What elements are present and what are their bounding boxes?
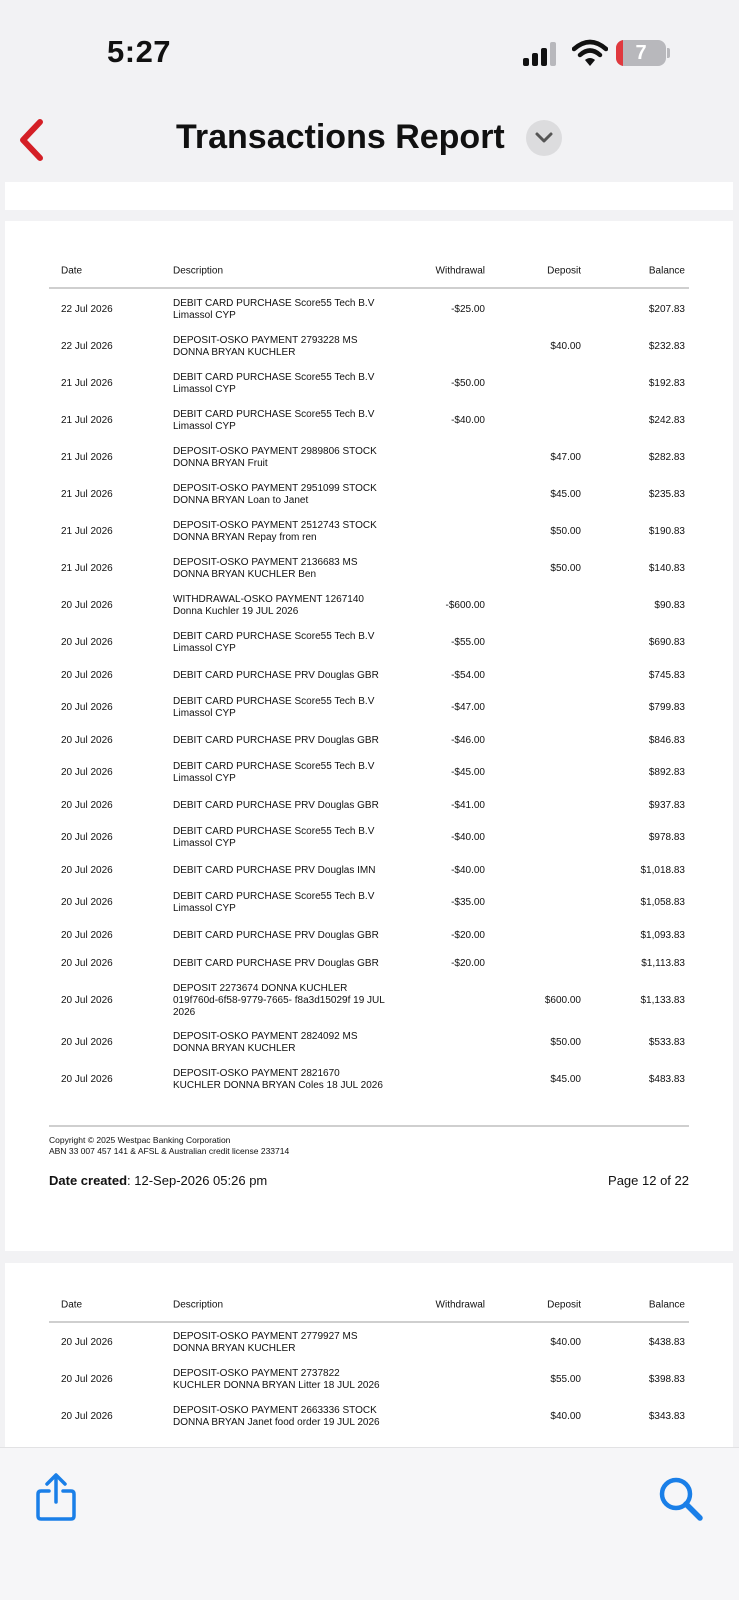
cell-deposit: $45.00 [550,489,581,500]
search-icon[interactable] [658,1476,704,1522]
cell-withdrawal: -$40.00 [451,864,485,876]
cell-deposit: $50.00 [550,563,581,574]
cell-deposit: $600.00 [544,995,581,1006]
cell-deposit: $40.00 [550,1337,581,1348]
table-row [49,477,689,513]
header-withdrawal: Withdrawal [435,1299,485,1311]
cell-description: DEBIT CARD PURCHASE Score55 Tech B.V Limassol CYP [173,696,375,719]
table-row [49,1362,689,1398]
cell-date: 20 Jul 2026 [61,995,113,1006]
status-bar [0,0,739,100]
cell-date: 22 Jul 2026 [61,304,113,315]
cellular-signal-icon [523,42,559,66]
table-row [49,922,689,949]
cell-date: 21 Jul 2026 [61,415,113,426]
battery-level: 7 [635,42,647,64]
cell-date: 20 Jul 2026 [61,864,113,876]
cell-balance: $892.83 [648,767,685,778]
cell-deposit: $45.00 [550,1074,581,1085]
cell-balance: $282.83 [648,452,685,463]
cell-withdrawal: -$50.00 [451,378,485,389]
cell-description: DEBIT CARD PURCHASE PRV Douglas GBR [173,929,379,941]
cell-description: DEBIT CARD PURCHASE Score55 Tech B.V Limassol CYP [173,826,375,849]
cell-date: 21 Jul 2026 [61,452,113,463]
cell-description: DEBIT CARD PURCHASE Score55 Tech B.V Limassol CYP [173,761,375,784]
table-row [49,950,689,977]
table-row [49,329,689,365]
title-menu-button[interactable] [526,120,562,156]
chevron-left-icon[interactable] [16,118,46,162]
cell-withdrawal: -$45.00 [451,767,485,778]
cell-balance: $1,058.83 [640,897,685,908]
cell-balance: $978.83 [648,832,685,843]
cell-description: DEBIT CARD PURCHASE PRV Douglas GBR [173,957,379,969]
cell-withdrawal: -$600.00 [445,600,485,611]
table-row [49,403,689,439]
wifi-icon [572,38,608,68]
cell-description: DEPOSIT-OSKO PAYMENT 2136683 MS DONNA BRYAN KUCHLER Ben [173,557,358,580]
cell-balance: $745.83 [648,669,685,681]
table-row [49,1062,689,1098]
header-deposit: Deposit [547,265,581,277]
footer-divider [49,1125,689,1127]
cell-withdrawal: -$40.00 [451,832,485,843]
table-row [49,1399,689,1435]
cell-balance: $398.83 [648,1374,685,1385]
cell-withdrawal: -$41.00 [451,799,485,811]
cell-date: 20 Jul 2026 [61,767,113,778]
header-date: Date [61,1299,83,1311]
cell-balance: $438.83 [648,1337,685,1348]
copyright [49,1135,289,1157]
cell-description: DEBIT CARD PURCHASE Score55 Tech B.V Limassol CYP [173,409,375,432]
cell-deposit: $40.00 [550,341,581,352]
copyright-line: Copyright © 2025 Westpac Banking Corporation [49,1135,231,1145]
cell-balance: $690.83 [648,637,685,648]
cell-description: DEPOSIT-OSKO PAYMENT 2779927 MS DONNA BRYAN KUCHLER [173,1331,358,1354]
cell-description: WITHDRAWAL-OSKO PAYMENT 1267140 Donna Kuchler 19 JUL 2026 [173,594,364,617]
header-deposit: Deposit [547,1299,581,1311]
page-number: Page 12 of 22 [608,1173,689,1188]
cell-date: 20 Jul 2026 [61,897,113,908]
cell-description: DEBIT CARD PURCHASE Score55 Tech B.V Limassol CYP [173,891,375,914]
cell-balance: $533.83 [648,1037,685,1048]
cell-balance: $937.83 [648,799,685,811]
date-created-value: : 12-Sep-2026 05:26 pm [127,1173,268,1188]
header-description: Description [173,265,224,277]
cell-date: 20 Jul 2026 [61,734,113,746]
cell-date: 20 Jul 2026 [61,957,113,969]
cell-date: 20 Jul 2026 [61,1074,113,1085]
table-row [49,727,689,754]
cell-balance: $1,113.83 [641,957,685,969]
cell-deposit: $47.00 [550,452,581,463]
table-header [49,1289,689,1323]
cell-description: DEPOSIT 2273674 DONNA KUCHLER 019f760d-6f58-9779-7665- f8a3d15029f 19 JUL 2026 [173,983,385,1018]
cell-date: 22 Jul 2026 [61,341,113,352]
cell-date: 20 Jul 2026 [61,702,113,713]
date-created [49,1173,267,1188]
header-withdrawal: Withdrawal [435,265,485,277]
cell-date: 20 Jul 2026 [61,600,113,611]
pdf-page [5,221,733,1251]
table-row [49,1025,689,1061]
cell-description: DEPOSIT-OSKO PAYMENT 2821670 KUCHLER DONNA BRYAN Coles 18 JUL 2026 [173,1068,383,1091]
table-row [49,820,689,856]
cell-date: 21 Jul 2026 [61,526,113,537]
table-row [49,514,689,550]
cell-deposit: $50.00 [550,526,581,537]
cell-date: 20 Jul 2026 [61,637,113,648]
share-icon[interactable] [35,1472,77,1522]
table-row [49,978,689,1024]
cell-withdrawal: -$54.00 [451,669,485,681]
cell-date: 20 Jul 2026 [61,832,113,843]
header-balance: Balance [648,265,685,277]
cell-description: DEBIT CARD PURCHASE PRV Douglas IMN [173,864,376,876]
cell-date: 20 Jul 2026 [61,669,113,681]
cell-description: DEPOSIT-OSKO PAYMENT 2989806 STOCK DONNA BRYAN Fruit [173,446,377,469]
cell-balance: $846.83 [648,734,685,746]
table-row [49,292,689,328]
cell-withdrawal: -$25.00 [451,304,485,315]
nav-bar [0,100,739,180]
cell-description: DEBIT CARD PURCHASE Score55 Tech B.V Limassol CYP [173,372,375,395]
cell-date: 20 Jul 2026 [61,929,113,941]
cell-withdrawal: -$40.00 [451,415,485,426]
cell-description: DEBIT CARD PURCHASE PRV Douglas GBR [173,799,379,811]
cell-withdrawal: -$46.00 [451,734,485,746]
cell-deposit: $40.00 [550,1411,581,1422]
header-balance: Balance [648,1299,685,1311]
cell-balance: $90.83 [654,600,685,611]
cell-balance: $483.83 [648,1074,685,1085]
cell-balance: $235.83 [648,489,685,500]
cell-date: 21 Jul 2026 [61,489,113,500]
cell-description: DEPOSIT-OSKO PAYMENT 2824092 MS DONNA BRYAN KUCHLER [173,1031,358,1054]
table-row [49,885,689,921]
cell-description: DEBIT CARD PURCHASE Score55 Tech B.V Limassol CYP [173,631,375,654]
table-row [49,755,689,791]
bottom-toolbar [0,1447,739,1600]
cell-balance: $190.83 [648,526,685,537]
table-header [49,255,689,289]
cell-deposit: $55.00 [550,1374,581,1385]
cell-date: 20 Jul 2026 [61,1337,113,1348]
cell-balance: $343.83 [648,1411,685,1422]
cell-balance: $140.83 [648,563,685,574]
cell-balance: $192.83 [648,378,685,389]
table-row [49,625,689,661]
cell-balance: $1,133.83 [640,995,685,1006]
header-date: Date [61,265,83,277]
page-title: Transactions Report [176,118,505,156]
cell-date: 20 Jul 2026 [61,1037,113,1048]
header-description: Description [173,1299,224,1311]
cell-withdrawal: -$20.00 [451,929,485,941]
cell-withdrawal: -$47.00 [451,702,485,713]
cell-withdrawal: -$35.00 [451,897,485,908]
battery-icon [616,40,670,66]
chevron-down-icon [534,130,554,146]
table-row [49,588,689,624]
cell-description: DEPOSIT-OSKO PAYMENT 2737822 KUCHLER DONNA BRYAN Litter 18 JUL 2026 [173,1368,380,1391]
cell-date: 21 Jul 2026 [61,378,113,389]
date-created-label: Date created [49,1173,128,1188]
cell-description: DEBIT CARD PURCHASE PRV Douglas GBR [173,734,379,746]
cell-balance: $799.83 [648,702,685,713]
table-row [49,662,689,689]
pdf-page-next [5,1263,733,1448]
table-row [49,366,689,402]
cell-date: 20 Jul 2026 [61,1411,113,1422]
table-row [49,440,689,476]
pdf-page-previous [5,182,733,210]
cell-description: DEPOSIT-OSKO PAYMENT 2663336 STOCK DONNA BRYAN Janet food order 19 JUL 2026 [173,1405,380,1428]
cell-description: DEPOSIT-OSKO PAYMENT 2793228 MS DONNA BRYAN KUCHLER [173,335,358,358]
table-row [49,551,689,587]
table-row [49,857,689,884]
cell-balance: $232.83 [648,341,685,352]
status-time: 5:27 [107,34,172,69]
cell-balance: $1,093.83 [640,929,685,941]
table-row [49,690,689,726]
cell-withdrawal: -$20.00 [451,957,485,969]
cell-balance: $242.83 [648,415,685,426]
cell-description: DEPOSIT-OSKO PAYMENT 2951099 STOCK DONNA BRYAN Loan to Janet [173,483,377,506]
cell-deposit: $50.00 [550,1037,581,1048]
cell-date: 21 Jul 2026 [61,563,113,574]
cell-description: DEBIT CARD PURCHASE PRV Douglas GBR [173,669,379,681]
cell-description: DEBIT CARD PURCHASE Score55 Tech B.V Limassol CYP [173,298,375,321]
table-row [49,1325,689,1361]
cell-balance: $207.83 [648,304,685,315]
cell-withdrawal: -$55.00 [451,637,485,648]
cell-date: 20 Jul 2026 [61,1374,113,1385]
cell-balance: $1,018.83 [640,864,685,876]
table-row [49,792,689,819]
license-line: ABN 33 007 457 141 & AFSL & Australian credit license 233714 [49,1146,290,1156]
cell-description: DEPOSIT-OSKO PAYMENT 2512743 STOCK DONNA BRYAN Repay from ren [173,520,377,543]
cell-date: 20 Jul 2026 [61,799,113,811]
